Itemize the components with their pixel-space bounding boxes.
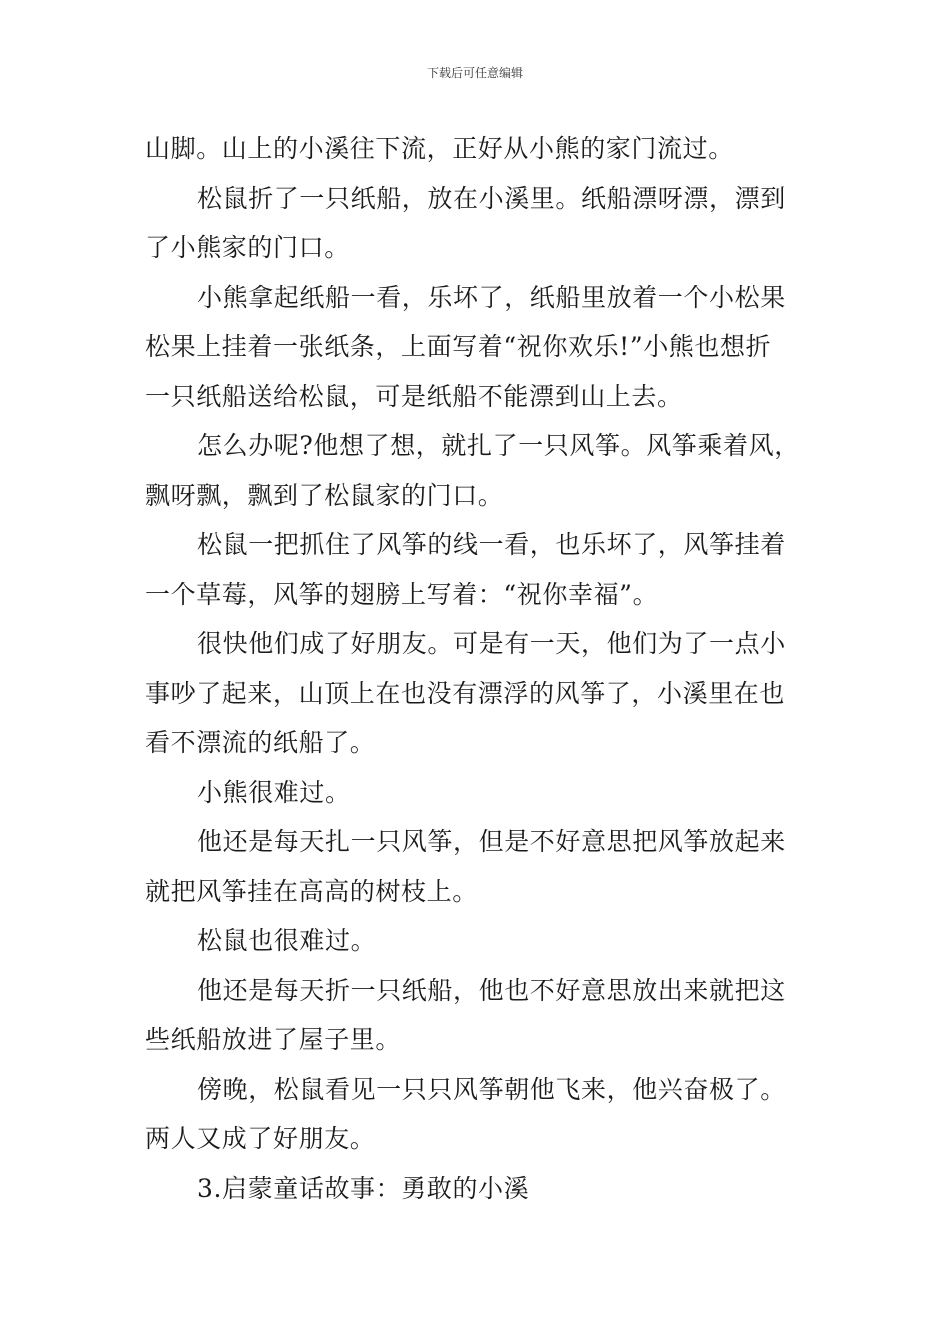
text-line: 看不漂流的纸船了。 bbox=[145, 728, 376, 757]
text-line: 就把风筝挂在高高的树枝上。 bbox=[145, 876, 478, 906]
text-line: 一只纸船送给松鼠，可是纸船不能漂到山上去。 bbox=[145, 381, 683, 411]
text-line: 怎么办呢?他想了想，就扎了一只风筝。风筝乘着风， bbox=[197, 431, 800, 460]
text-line: 松鼠也很难过。 bbox=[197, 926, 377, 955]
text-line: 小熊拿起纸船一看，乐坏了，纸船里放着一个小松果 bbox=[197, 282, 786, 312]
text-line: 很快他们成了好朋友。可是有一天，他们为了一点小 bbox=[197, 629, 786, 658]
text-line: 他还是每天扎一只风筝，但是不好意思把风筝放起来 bbox=[197, 827, 786, 856]
text-line: 小熊很难过。 bbox=[197, 777, 351, 807]
text-line: 了小熊家的门口。 bbox=[145, 233, 350, 262]
paragraph bbox=[145, 966, 810, 1065]
text-line: 飘呀飘，飘到了松鼠家的门口。 bbox=[145, 480, 504, 510]
paragraph bbox=[145, 619, 810, 768]
text-line: 傍晚，松鼠看见一只只风筝朝他飞来，他兴奋极了。 bbox=[197, 1074, 786, 1104]
document-body bbox=[145, 124, 810, 1213]
text-line: 一个草莓，风筝的翅膀上写着：“祝你幸福”。 bbox=[145, 579, 659, 609]
text-line: 松果上挂着一张纸条，上面写着“祝你欢乐!”小熊也想折 bbox=[145, 332, 772, 361]
paragraph bbox=[145, 520, 810, 619]
paragraph bbox=[145, 768, 810, 818]
paragraph bbox=[145, 421, 810, 520]
text-line: 松鼠折了一只纸船，放在小溪里。纸船漂呀漂，漂到 bbox=[197, 183, 786, 213]
paragraph bbox=[145, 174, 810, 273]
section-heading bbox=[145, 1164, 810, 1214]
text-line: 松鼠一把抓住了风筝的线一看，也乐坏了，风筝挂着 bbox=[197, 530, 786, 559]
paragraph bbox=[145, 916, 810, 966]
paragraph bbox=[145, 273, 810, 422]
text-line: 些纸船放进了屋子里。 bbox=[145, 1025, 402, 1054]
text-line: 3.启蒙童话故事：勇敢的小溪 bbox=[197, 1173, 530, 1203]
paragraph bbox=[145, 124, 810, 174]
text-line: 两人又成了好朋友。 bbox=[145, 1124, 376, 1153]
text-line: 山脚。山上的小溪往下流，正好从小熊的家门流过。 bbox=[145, 134, 734, 163]
page-header-note: 下载后可任意编辑 bbox=[426, 66, 523, 80]
paragraph bbox=[145, 1065, 810, 1164]
paragraph bbox=[145, 817, 810, 916]
text-line: 事吵了起来，山顶上在也没有漂浮的风筝了，小溪里在也 bbox=[145, 678, 786, 708]
text-line: 他还是每天折一只纸船，他也不好意思放出来就把这 bbox=[197, 975, 786, 1005]
